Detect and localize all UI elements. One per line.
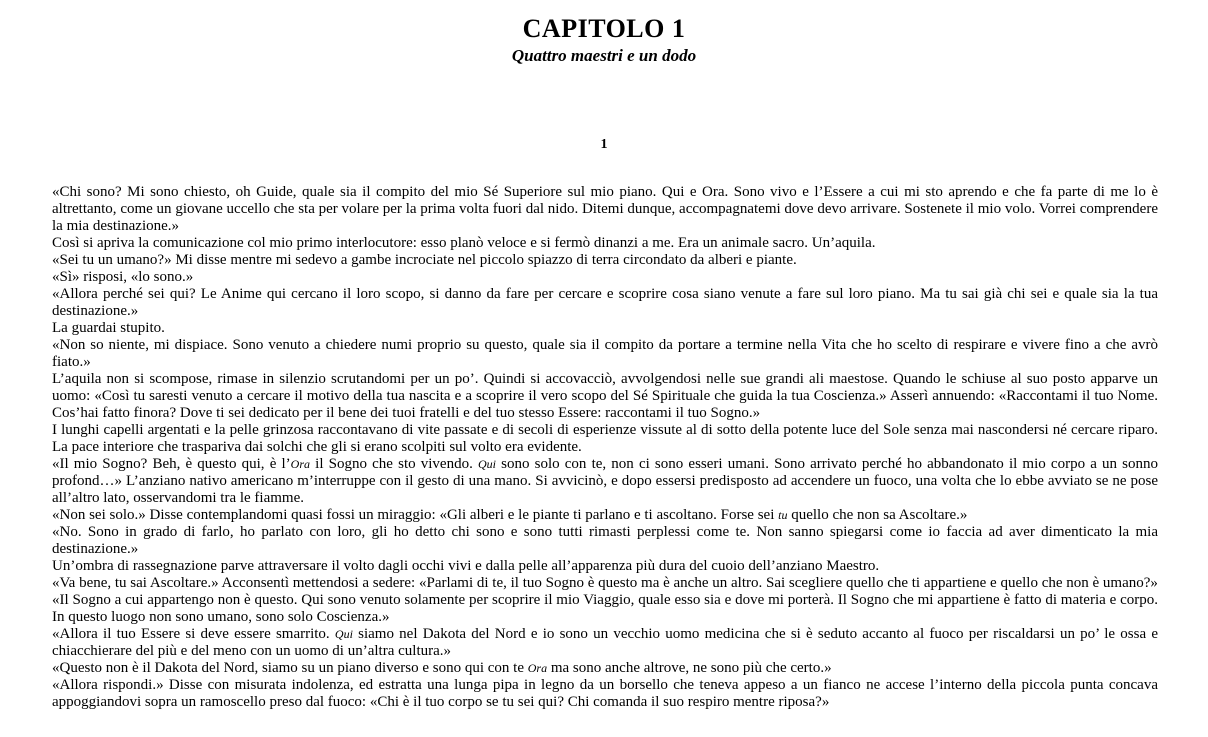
chapter-subtitle: Quattro maestri e un dodo — [511, 46, 697, 65]
paragraph — [52, 660, 1158, 677]
paragraph — [52, 592, 1158, 626]
paragraph — [52, 269, 1158, 286]
emphasis-text: Ora — [290, 457, 311, 471]
paragraph — [52, 184, 1158, 235]
paragraph-text: La guardai stupito. — [52, 320, 165, 336]
paragraph-text: «No. Sono in grado di farlo, ho parlato con loro, gli ho detto chi sono e sono tutti rimasti perplessi come te. Non sanno spiegarsi come io faccia ad aver dimenticato la mia destinazione.» — [52, 524, 1158, 557]
body-text — [52, 184, 1158, 711]
paragraph — [52, 252, 1158, 269]
paragraph-text: «Il mio Sogno? Beh, è questo qui, è l’ — [52, 456, 291, 472]
paragraph-text: «Allora il tuo Essere si deve essere smarrito. — [52, 626, 335, 642]
paragraph-text: «Va bene, tu sai Ascoltare.» Acconsentì mettendosi a sedere: «Parlami di te, il tuo Sogno è questo ma è anche un altro. Sai scegliere quello che ti appartiene e quello che non è umano?» — [52, 575, 1158, 591]
paragraph — [52, 575, 1158, 592]
paragraph-text: L’aquila non si scompose, rimase in silenzio scrutandomi per un po’. Quindi si accovacciò, avvolgendosi nelle sue grandi ali maestose. Quando le schiuse al suo posto apparve un uomo: «Così tu saresti venuto a cercare il motivo della tua nascita e a scoprire il vero scopo del Sé Spirituale che guida la tua Coscienza.» Asserì annuendo: «Raccontami il tuo Nome. Cos’hai fatto finora? Dove ti sei dedicato per il bene dei tuoi fratelli e del tuo stesso Essere: raccontami il tuo Sogno.» — [52, 371, 1158, 421]
paragraph — [52, 337, 1158, 371]
paragraph — [52, 456, 1158, 507]
paragraph-text: quello che non sa Ascoltare.» — [787, 507, 968, 523]
section-number: 1 — [600, 137, 608, 152]
paragraph — [52, 286, 1158, 320]
paragraph — [52, 235, 1158, 252]
paragraph — [52, 320, 1158, 337]
paragraph-text: Così si apriva la comunicazione col mio primo interlocutore: esso planò veloce e si fermò dinanzi a me. Era un animale sacro. Un’aquila. — [52, 235, 876, 251]
emphasis-text: Qui — [477, 457, 496, 471]
emphasis-text: tu — [778, 508, 788, 522]
paragraph — [52, 677, 1158, 711]
paragraph — [52, 422, 1158, 456]
paragraph-text: «Non so niente, mi dispiace. Sono venuto a chiedere numi proprio su questo, quale sia il compito da portare a termine nella Vita che ho scelto di respirare e vivere fino a che avrò fiato.» — [52, 337, 1158, 370]
paragraph-text: «Non sei solo.» Disse contemplandomi quasi fossi un miraggio: «Gli alberi e le piante ti parlano e ti ascoltano. Forse sei — [52, 507, 779, 523]
paragraph — [52, 558, 1158, 575]
paragraph-text: «Allora rispondi.» Disse con misurata indolenza, ed estratta una lunga pipa in legno da un borsello che teneva appeso a un fianco ne accese l’interno della piccola punta concava appoggiandovi sopra un ramoscello preso dal fuoco: «Chi è il tuo corpo se tu sei qui? Chi comanda il suo respiro mentre riposa?» — [52, 677, 1158, 710]
paragraph — [52, 371, 1158, 422]
paragraph-text: «Il Sogno a cui appartengo non è questo. Qui sono venuto solamente per scoprire il mio Viaggio, quale esso sia e dove mi porterà. Il Sogno che mi appartiene è fatto di materia e corpo. In questo luogo non sono umano, sono solo Coscienza.» — [52, 592, 1158, 625]
paragraph-text: il Sogno che sto vivendo. — [310, 456, 478, 472]
paragraph-text: «Questo non è il Dakota del Nord, siamo su un piano diverso e sono qui con te — [52, 660, 528, 676]
chapter-title: CAPITOLO 1 — [522, 14, 686, 43]
paragraph — [52, 524, 1158, 558]
paragraph-text: «Chi sono? Mi sono chiesto, oh Guide, quale sia il compito del mio Sé Superiore sul mio piano. Qui e Ora. Sono vivo e l’Essere a cui mi sto aprendo e che fa parte di me lo è altrettanto, come un giovane uccello che sta per volare per la prima volta fuori dal nido. Ditemi dunque, accompagnatemi dove devo arrivare. Sostenete il mio volo. Vorrei comprendere la mia destinazione.» — [52, 184, 1158, 234]
paragraph-text: «Sì» risposi, «lo sono.» — [52, 269, 194, 285]
paragraph-text: «Allora perché sei qui? Le Anime qui cercano il loro scopo, si danno da fare per cercare e scoprire cosa siano venute a fare sul loro piano. Ma tu sai già chi sei e quale sia la tua destinazione.» — [52, 286, 1158, 319]
emphasis-text: Ora — [527, 661, 548, 675]
paragraph-text: I lunghi capelli argentati e la pelle grinzosa raccontavano di vite passate e di secoli di esperienze vissute al di sotto della potente luce del Sole senza mai nascondersi né cercare riparo. La pace interiore che traspariva dai solchi che gli si erano scolpiti sul volto era evidente. — [52, 422, 1158, 455]
paragraph — [52, 507, 1158, 524]
paragraph-text: siamo nel Dakota del Nord e io sono un vecchio uomo medicina che si è seduto accanto al fuoco per riscaldarsi un po’ le ossa e chiacchierare del più e del meno con un uomo di un’altra cultura.» — [52, 626, 1158, 659]
paragraph-text: ma sono anche altrove, ne sono più che certo.» — [547, 660, 832, 676]
paragraph-text: Un’ombra di rassegnazione parve attraversare il volto dagli occhi vivi e dalla pelle all’apparenza più dura del cuoio dell’anziano Maestro. — [52, 558, 880, 574]
paragraph-text: sono solo con te, non ci sono esseri umani. Sono arrivato perché ho abbandonato il mio corpo a un sonno profond…» L’anziano nativo americano m’interruppe con il gesto di una mano. Si avvicinò, e dopo essersi predisposto ad accendere un fuoco, una volta che lo ebbe avviato se ne pose all’altro lato, osservandomi tra le fiamme. — [52, 456, 1159, 506]
emphasis-text: Qui — [334, 627, 353, 641]
paragraph-text: «Sei tu un umano?» Mi disse mentre mi sedevo a gambe incrociate nel piccolo spiazzo di terra circondato da alberi e piante. — [52, 252, 797, 268]
paragraph — [52, 626, 1158, 660]
